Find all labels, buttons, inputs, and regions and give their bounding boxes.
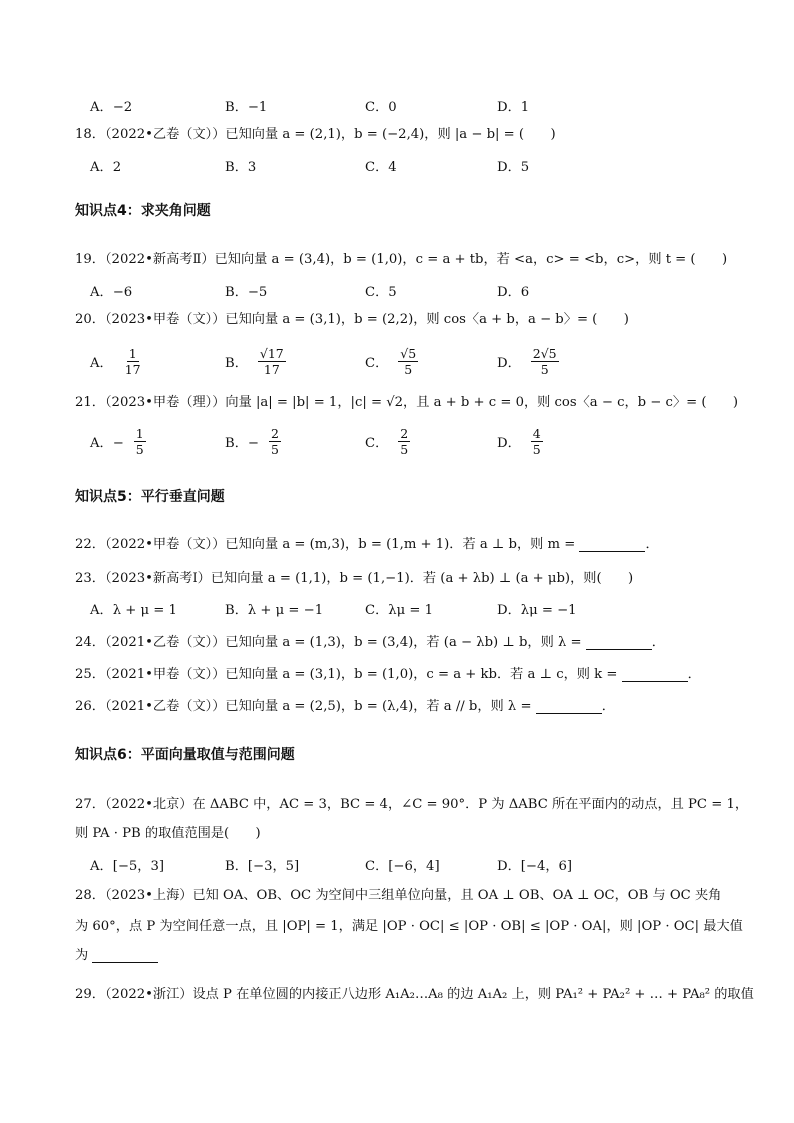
q21-options	[90, 424, 710, 458]
q19-option-a: A．−6	[90, 284, 133, 300]
q20-option-c: C． $\frac{√5}{5}$	[365, 345, 417, 377]
q21-option-b: B．− $\frac{2}{5}$	[225, 425, 279, 457]
q28-answer-blank[interactable]	[92, 948, 158, 963]
q20-option-a: A． $\frac{1}{17}$	[90, 345, 141, 377]
q23-option-a: A．λ + μ = 1	[90, 602, 177, 618]
q21-stem: 21．（2023•甲卷（理））向量 |a| = |b| = 1，|c| = √2，且 a + b + c = 0，则 cos〈a − c，b − c〉= ( )	[75, 395, 739, 410]
q27-option-d: D．[−4，6]	[497, 858, 573, 874]
q29-stem: 29．（2022•浙江）设点 P 在单位圆的内接正八边形 A₁A₂…A₈ 的边 A₁A₂ 上，则 PA₁² + PA₂² + … + PA₈² 的取值	[75, 987, 754, 1002]
q27-option-a: A．[−5，3]	[90, 858, 165, 874]
q21-option-a: A．− $\frac{1}{5}$	[90, 425, 144, 457]
q19-option-c: C．5	[365, 284, 397, 300]
q23-option-c: C．λμ = 1	[365, 602, 434, 618]
q24-answer-blank[interactable]	[586, 635, 652, 650]
q25-stem: 25．（2021•甲卷（文））已知向量 a = (3,1)，b = (1,0)，c = a + kb．若 a ⊥ c，则 k = ．	[75, 667, 701, 682]
q17-option-b: B．−1	[225, 99, 268, 115]
q21-option-c: C． $\frac{2}{5}$	[365, 425, 409, 457]
q17-option-a: A．−2	[90, 99, 133, 115]
q20-option-d: D． $\frac{2√5}{5}$	[497, 345, 557, 377]
q20-stem: 20．（2023•甲卷（文））已知向量 a = (3,1)，b = (2,2)，则 cos〈a + b，a − b〉= ( )	[75, 312, 629, 327]
q23-options	[90, 598, 710, 618]
q20-options	[90, 344, 710, 378]
q26-answer-blank[interactable]	[536, 699, 602, 714]
q28-line-2: 为 60°，点 P 为空间任意一点，且 |OP| = 1，满足 |OP · OC| ≤ |OP · OB| ≤ |OP · OA|，则 |OP · OC| 最大值	[75, 919, 743, 934]
q27-option-c: C．[−6，4]	[365, 858, 440, 874]
q23-option-b: B．λ + μ = −1	[225, 602, 324, 618]
q27-option-b: B．[−3，5]	[225, 858, 300, 874]
q27-line-2: 则 PA · PB 的取值范围是( )	[75, 826, 261, 841]
q27-options	[90, 854, 710, 874]
q17-option-d: D．1	[497, 99, 530, 115]
q19-option-b: B．−5	[225, 284, 268, 300]
section-heading-5: 知识点5：平行垂直问题	[75, 489, 225, 505]
q17-options	[90, 95, 710, 115]
q18-option-d: D．5	[497, 159, 530, 175]
section-heading-6: 知识点6：平面向量取值与范围问题	[75, 747, 295, 763]
q28-line-3: 为	[75, 946, 158, 966]
q28-line-1: 28．（2023•上海）已知 OA、OB、OC 为空间中三组单位向量，且 OA ⊥ OB、OA ⊥ OC，OB 与 OC 夹角	[75, 888, 722, 903]
q21-option-d: D． $\frac{4}{5}$	[497, 425, 541, 457]
q18-stem: 18．（2022•乙卷（文））已知向量 a = (2,1)，b = (−2,4)，则 |a − b| = ( )	[75, 127, 556, 142]
q18-options	[90, 155, 710, 175]
q22-stem: 22．（2022•甲卷（文））已知向量 a = (m,3)，b = (1,m + 1)．若 a ⊥ b，则 m = ．	[75, 537, 659, 552]
q23-option-d: D．λμ = −1	[497, 602, 577, 618]
q22-answer-blank[interactable]	[579, 537, 645, 552]
section-heading-4: 知识点4：求夹角问题	[75, 203, 211, 219]
q27-line-1: 27．（2022•北京）在 ΔABC 中，AC = 3，BC = 4，∠C = 90°．P 为 ΔABC 所在平面内的动点，且 PC = 1，	[75, 797, 749, 812]
q19-stem: 19．（2022•新高考Ⅱ）已知向量 a = (3,4)，b = (1,0)，c = a + tb，若 <a，c> = <b，c>，则 t = ( )	[75, 252, 728, 267]
q26-stem: 26．（2021•乙卷（文））已知向量 a = (2,5)，b = (λ,4)，若 a // b，则 λ = ．	[75, 699, 615, 714]
q17-option-c: C．0	[365, 99, 397, 115]
q23-stem: 23．（2023•新高考Ⅰ）已知向量 a = (1,1)，b = (1,−1)．若 (a + λb) ⊥ (a + μb)，则( )	[75, 571, 634, 586]
q25-answer-blank[interactable]	[622, 667, 688, 682]
q19-option-d: D．6	[497, 284, 530, 300]
q20-option-b: B． $\frac{√17}{17}$	[225, 345, 284, 377]
q18-option-b: B．3	[225, 159, 257, 175]
q24-stem: 24．（2021•乙卷（文））已知向量 a = (1,3)，b = (3,4)，若 (a − λb) ⊥ b，则 λ = ．	[75, 635, 665, 650]
q18-option-a: A．2	[90, 159, 122, 175]
q19-options	[90, 280, 710, 300]
q18-option-c: C．4	[365, 159, 397, 175]
